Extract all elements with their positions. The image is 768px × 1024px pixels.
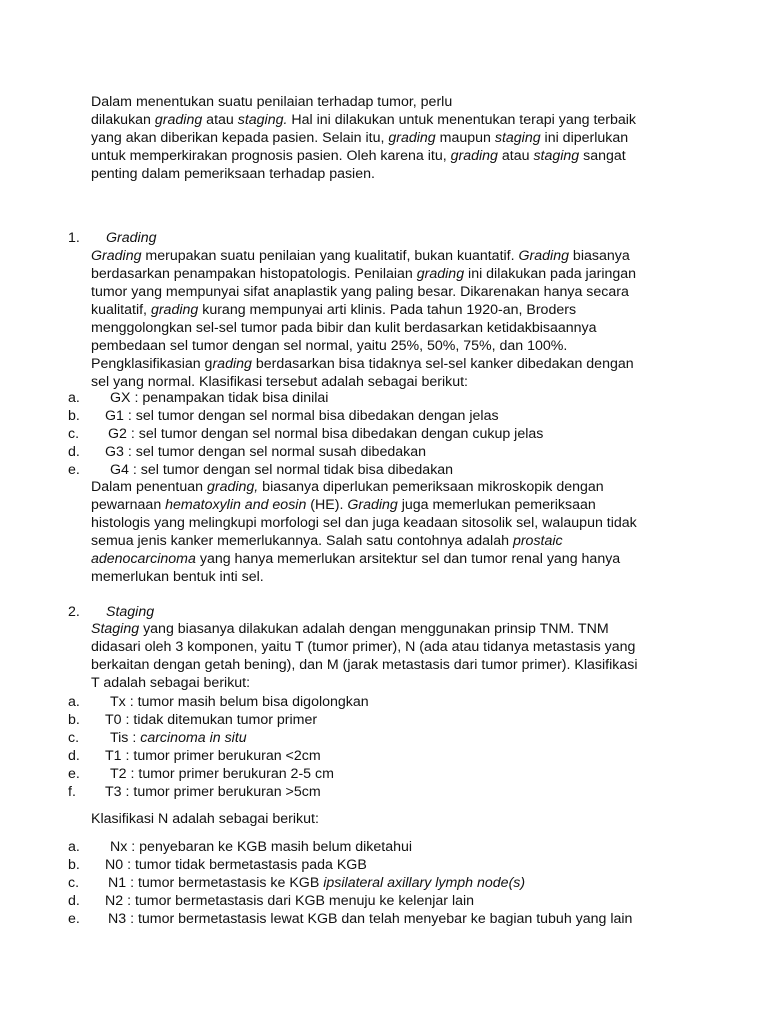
- list-item: [68, 783, 748, 801]
- section-title: Grading: [106, 230, 157, 246]
- list-item-text: Tx : tumor masih belum bisa digolongkan: [110, 694, 369, 710]
- list-item: [68, 693, 748, 711]
- text-line: berkaitan dengan getah bening), dan M (jarak metastasis dari tumor primer). Klasifikasi: [91, 657, 638, 673]
- text-line: didasari oleh 3 komponen, yaitu T (tumor primer), N (ada atau tidanya metastasis yang: [91, 639, 636, 655]
- n-classification-intro: [91, 810, 691, 828]
- italic-term: grading: [388, 130, 436, 146]
- text-line: pewarnaan hematoxylin and eosin (HE). Grading juga memerlukan pemeriksaan: [91, 497, 596, 513]
- list-item-text: G3 : sel tumor dengan sel normal susah dibedakan: [105, 444, 426, 460]
- list-item: [68, 425, 748, 443]
- list-item-text: G4 : sel tumor dengan sel normal tidak bisa dibedakan: [110, 462, 454, 478]
- italic-term: grading: [450, 148, 498, 164]
- list-marker: f.: [68, 784, 76, 800]
- list-item-text: GX : penampakan tidak bisa dinilai: [110, 390, 329, 406]
- list-item-text: T0 : tidak ditemukan tumor primer: [105, 712, 318, 728]
- italic-term: grading: [416, 266, 465, 282]
- text-line: dilakukan grading atau staging. Hal ini dilakukan untuk menentukan terapi yang terbaik: [91, 112, 637, 128]
- list-item: [68, 711, 748, 729]
- list-marker: e.: [68, 462, 80, 478]
- list-marker: a.: [68, 839, 80, 855]
- list-item: [68, 461, 748, 479]
- list-marker: e.: [68, 766, 80, 782]
- section-title: Staging: [106, 604, 155, 620]
- list-marker: d.: [68, 748, 80, 764]
- list-marker: e.: [68, 911, 80, 927]
- staging-paragraph: [91, 620, 691, 692]
- list-item: [68, 765, 748, 783]
- list-item-text: N0 : tumor tidak bermetastasis pada KGB: [105, 857, 367, 873]
- text-line: histologis yang melingkupi morfologi sel dan juga keadaan sitosolik sel, walaupun tidak: [91, 515, 637, 531]
- text-line: kualitatif, grading kurang mempunyai arti klinis. Pada tahun 1920-an, Broders: [91, 302, 577, 318]
- text-line: memerlukan bentuk inti sel.: [91, 569, 264, 585]
- text-line: Klasifikasi N adalah sebagai berikut:: [91, 811, 319, 827]
- list-item: [68, 874, 748, 892]
- section-number: 1.: [68, 230, 80, 246]
- italic-term: Grading: [518, 248, 569, 264]
- italic-term: staging.: [237, 112, 288, 128]
- list-item-text: T1 : tumor primer berukuran <2cm: [105, 748, 321, 764]
- list-item: [68, 389, 748, 407]
- italic-term: staging: [533, 148, 580, 164]
- list-marker: b.: [68, 712, 80, 728]
- list-item-text: Tis : carcinoma in situ: [110, 730, 247, 746]
- list-item: [68, 407, 748, 425]
- italic-term: grading: [154, 112, 203, 128]
- text-line: adenocarcinoma yang hanya memerlukan arsitektur sel dan tumor renal yang hanya: [91, 551, 621, 567]
- list-item-text: N1 : tumor bermetastasis ke KGB ipsilateral axillary lymph node(s): [108, 875, 526, 891]
- text-line: Grading merupakan suatu penilaian yang kualitatif, bukan kuantatif. Grading biasanya: [91, 248, 630, 264]
- list-item-text: G1 : sel tumor dengan sel normal bisa dibedakan dengan jelas: [105, 408, 499, 424]
- list-marker: d.: [68, 444, 80, 460]
- intro-paragraph: [91, 93, 691, 183]
- list-marker: c.: [68, 875, 80, 891]
- italic-term: Staging: [91, 621, 140, 637]
- italic-term: rading: [212, 356, 252, 372]
- section-number: 2.: [68, 604, 80, 620]
- grading-classification-list: [68, 389, 748, 479]
- text-line: penting dalam pemeriksaan terhadap pasien.: [91, 166, 375, 182]
- text-line: Dalam menentukan suatu penilaian terhadap tumor, perlu: [91, 94, 453, 110]
- list-item: [68, 892, 748, 910]
- list-item: [68, 910, 748, 928]
- list-item-text: Nx : penyebaran ke KGB masih belum diketahui: [110, 839, 413, 855]
- n-classification-list: [68, 838, 748, 928]
- list-marker: c.: [68, 426, 80, 442]
- italic-term: Grading: [347, 497, 398, 513]
- list-marker: a.: [68, 694, 80, 710]
- grading-paragraph: [91, 247, 691, 391]
- italic-term: grading: [150, 302, 199, 318]
- list-item-text: N2 : tumor bermetastasis dari KGB menuju ke kelenjar lain: [105, 893, 475, 909]
- list-marker: a.: [68, 390, 80, 406]
- list-item: [68, 856, 748, 874]
- text-line: yang akan diberikan kepada pasien. Selain itu, grading maupun staging ini diperlukan: [91, 130, 629, 146]
- text-line: T adalah sebagai berikut:: [91, 675, 251, 691]
- list-marker: b.: [68, 857, 80, 873]
- grading-followup-paragraph: [91, 478, 691, 586]
- italic-term: prostaic: [512, 533, 563, 549]
- italic-term: Grading: [91, 248, 142, 264]
- italic-term: grading,: [206, 479, 259, 495]
- text-line: Dalam penentuan grading, biasanya diperlukan pemeriksaan mikroskopik dengan: [91, 479, 604, 495]
- italic-term: ipsilateral axillary lymph node(s): [323, 875, 526, 891]
- text-line: untuk memperkirakan prognosis pasien. Oleh karena itu, grading atau staging sangat: [91, 148, 626, 164]
- italic-term: hematoxylin and eosin: [165, 497, 307, 513]
- list-item-text: G2 : sel tumor dengan sel normal bisa dibedakan dengan cukup jelas: [108, 426, 544, 442]
- italic-term: staging: [494, 130, 541, 146]
- italic-term: adenocarcinoma: [91, 551, 196, 567]
- text-line: pembedaan sel tumor dengan sel normal, yaitu 25%, 50%, 75%, dan 100%.: [91, 338, 568, 354]
- text-line: Staging yang biasanya dilakukan adalah dengan menggunakan prinsip TNM. TNM: [91, 621, 609, 637]
- text-line: sel yang normal. Klasifikasi tersebut adalah sebagai berikut:: [91, 374, 468, 390]
- text-line: berdasarkan penampakan histopatologis. Penilaian grading ini dilakukan pada jaringan: [91, 266, 637, 282]
- text-line: Pengklasifikasian grading berdasarkan bisa tidaknya sel-sel kanker dibedakan dengan: [91, 356, 634, 372]
- list-marker: d.: [68, 893, 80, 909]
- t-classification-list: [68, 693, 748, 801]
- list-item-text: N3 : tumor bermetastasis lewat KGB dan telah menyebar ke bagian tubuh yang lain: [108, 911, 633, 927]
- list-item-text: T3 : tumor primer berukuran >5cm: [105, 784, 321, 800]
- text-line: semua jenis kanker memerlukannya. Salah satu contohnya adalah prostaic: [91, 533, 563, 549]
- list-item-text: T2 : tumor primer berukuran 2-5 cm: [110, 766, 334, 782]
- text-line: tumor yang mempunyai sifat anaplastik yang paling besar. Dikarenakan hanya secara: [91, 284, 629, 300]
- list-item: [68, 729, 748, 747]
- list-item: [68, 443, 748, 461]
- list-item: [68, 747, 748, 765]
- italic-term: carcinoma in situ: [140, 730, 247, 746]
- list-marker: c.: [68, 730, 80, 746]
- text-line: menggolongkan sel-sel tumor pada bibir dan kulit berdasarkan ketidakbisaannya: [91, 320, 597, 336]
- list-item: [68, 838, 748, 856]
- list-marker: b.: [68, 408, 80, 424]
